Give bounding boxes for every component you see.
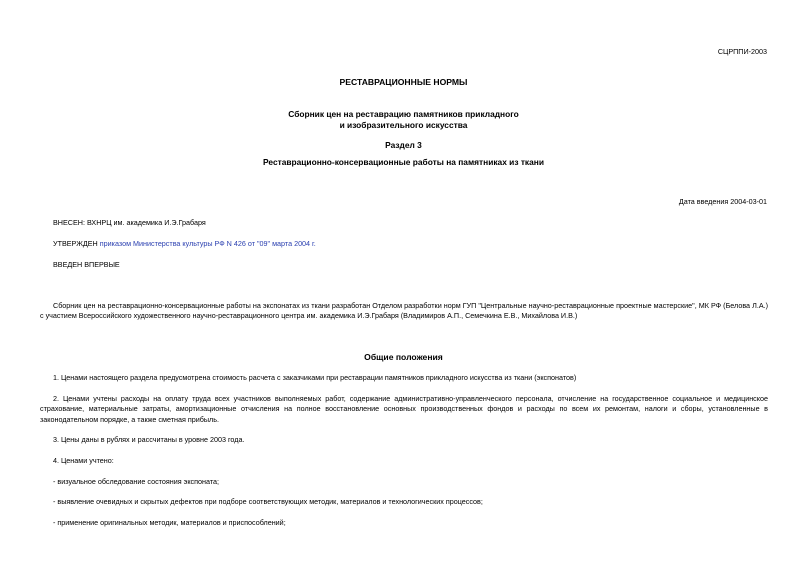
subtitle-line-1: Сборник цен на реставрацию памятников прикладного (288, 109, 519, 119)
provision-3: 3. Цены даны в рублях и рассчитаны в уровне 2003 года. (53, 435, 245, 444)
general-provisions-heading: Общие положения (364, 352, 443, 362)
provision-1: 1. Ценами настоящего раздела предусмотрена стоимость расчета с заказчиками при реставрации памятников прикладного искусства из ткани (экспонатов) (53, 373, 577, 382)
list-item: - применение оригинальных методик, материалов и приспособлений; (53, 518, 286, 527)
list-item: - визуальное обследование состояния экспоната; (53, 477, 220, 486)
section-number: Раздел 3 (385, 140, 422, 150)
intro-paragraph: Сборник цен на реставрационно-консервационные работы на экспонатах из ткани разработан Отделом разработки норм ГУП "Центральные научно-реставрационные проектные мастерские", МК РФ (Белова Л.А.) с участием Всероссийского художественного научно-реставрационного центра им. академика И.Э.Грабаря (Владимиров А.П., Семечкина Е.В., Михайлова И.В.) (40, 301, 768, 321)
approved-by (53, 239, 316, 250)
list-item: - выявление очевидных и скрытых дефектов при подборе соответствующих методик, материалов и технологических процессов; (53, 497, 483, 506)
effective-date: Дата введения 2004-03-01 (678, 197, 767, 206)
provision-2: 2. Ценами учтены расходы на оплату труда всех участников выполняемых работ, содержание административно-управленческого персонала, отчисление на государственное социальное и медицинское страхование, материальные затраты, амортизационные отчисления на полное восстановление основных производственных фондов и расходы по всем их ремонтам, налоги и сборы, установленные в законодательном порядке, а также сметная прибыль. (40, 394, 768, 424)
introduced-first-time: ВВЕДЕН ВПЕРВЫЕ (53, 260, 120, 269)
introduced-by: ВНЕСЕН: ВХНРЦ им. академика И.Э.Грабаря (53, 218, 206, 227)
document-title: РЕСТАВРАЦИОННЫЕ НОРМЫ (339, 77, 468, 87)
section-title: Реставрационно-консервационные работы на памятниках из ткани (263, 157, 544, 167)
document-subtitle (0, 109, 807, 130)
provision-4: 4. Ценами учтено: (53, 456, 114, 465)
subtitle-line-2: и изобразительного искусства (339, 119, 468, 130)
approval-order-link[interactable]: приказом Министерства культуры РФ N 426 от "09" марта 2004 г. (99, 239, 316, 248)
approved-prefix: УТВЕРЖДЕН (53, 239, 100, 248)
document-code: СЦРППИ-2003 (717, 47, 767, 56)
